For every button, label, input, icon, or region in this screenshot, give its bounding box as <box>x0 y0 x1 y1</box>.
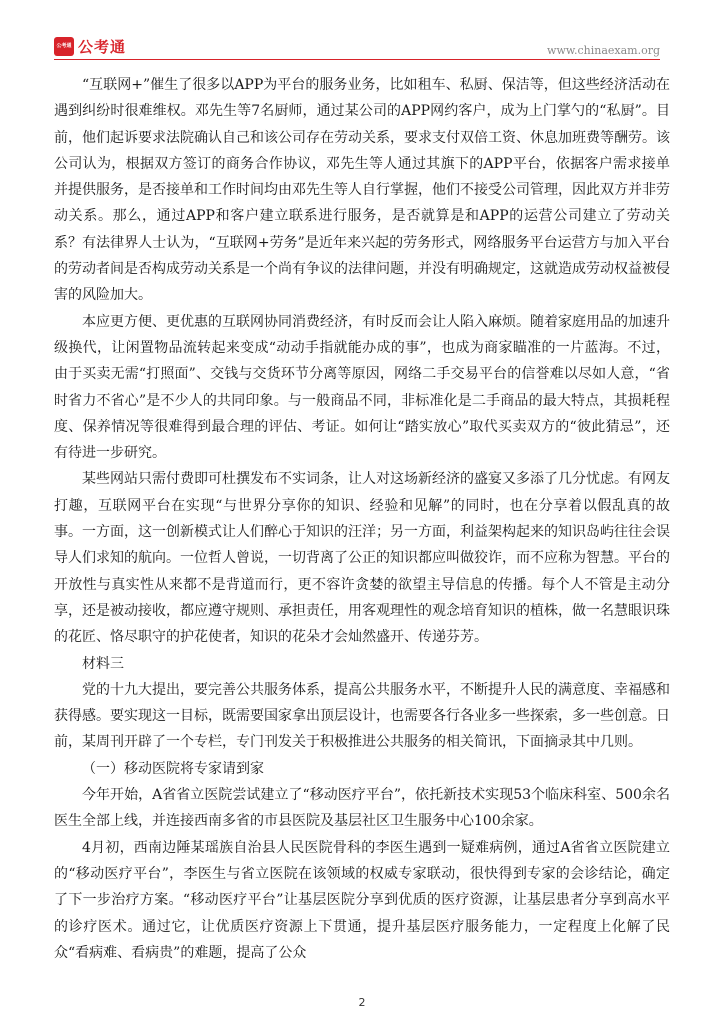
document-body <box>54 72 670 966</box>
paragraph-second-hand: 本应更方便、更优惠的互联网协同消费经济，有时反而会让人陷入麻烦。随着家庭用品的加速升级换代，让闲置物品流转起来变成“动动手指就能办成的事”，也成为商家瞄准的一片蓝海。不过，由于买卖无需“打照面”、交钱与交货环节分离等原因，网络二手交易平台的信誉难以尽如人意，“省时省力不省心”是不少人的共同印象。与一般商品不同，非标准化是二手商品的最大特点，其损耗程度、保养情况等很难得到最合理的评估、考证。如何让“踏实放心”取代买卖双方的“彼此猜忌”，还有待进一步研究。 <box>54 313 670 462</box>
paragraph-mobile-platform: 今年开始，A省省立医院尝试建立了“移动医疗平台”，依托新技术实现53个临床科室、500余名医生全部上线，并连接西南多省的市县医院及基层社区卫生服务中心100余家。 <box>54 787 670 830</box>
paragraph-case-study: 4月初，西南边陲某瑶族自治县人民医院骨科的李医生遇到一疑难病例，通过A省省立医院建立的“移动医疗平台”，李医生与省立医院在该领域的权威专家联动，很快得到专家的会诊结论，确定了下一步治疗方案。“移动医疗平台”让基层医院分享到优质的医疗资源，让基层患者分享到高水平的诊疗医术。通过它，让优质医疗资源上下贯通，提升基层医疗服务能力，一定程度上化解了民众“看病难、看病贵”的难题，提高了公众 <box>54 839 670 961</box>
logo-text: 公考通 <box>78 38 127 56</box>
section-title: 材料三 <box>82 655 124 672</box>
page-number: 2 <box>358 996 366 1009</box>
logo[interactable] <box>54 36 126 57</box>
paragraph-public-service: 党的十九大提出，要完善公共服务体系，提高公共服务水平，不断提升人民的满意度、幸福感和获得感。要实现这一目标，既需要国家拿出顶层设计，也需要各行各业多一些探索，多一些创意。日前，某周刊开辟了一个专栏，专门刊发关于积极推进公共服务的相关简讯，下面摘录其中几则。 <box>54 681 670 751</box>
site-url: www.chinaexam.org <box>547 44 660 57</box>
paragraph-knowledge: 某些网站只需付费即可杜撰发布不实词条，让人对这场新经济的盛宴又多添了几分忧虑。有网友打趣，互联网平台在实现“与世界分享你的知识、经验和见解”的同时，也在分享着以假乱真的故事。一方面，这一创新模式让人们醉心于知识的汪洋；另一方面，利益架构起来的知识岛屿往往会误导人们求知的航向。一位哲人曾说，一切背离了公正的知识都应叫做狡诈，而不应称为智慧。平台的开放性与真实性从来都不是背道而行，更不容许贪婪的欲望主导信息的传播。每个人不管是主动分享，还是被动接收，都应遵守规则、承担责任，用客观理性的观念培育知识的植株，做一名慧眼识珠的花匠、恪尽职守的护花使者，知识的花朵才会灿然盛开、传递芬芳。 <box>54 471 670 646</box>
logo-badge-icon: 公考通 <box>54 37 74 56</box>
paragraph-app-labor: “互联网+”催生了很多以APP为平台的服务业务，比如租车、私厨、保洁等，但这些经济活动在遇到纠纷时很难维权。邓先生等7名厨师，通过某公司的APP网约客户，成为上门掌勺的“私厨”。目前，他们起诉要求法院确认自己和该公司存在劳动关系，要求支付双倍工资、休息加班费等酬劳。该公司认为，根据双方签订的商务合作协议，邓先生等人通过其旗下的APP平台，依据客户需求接单并提供服务，是否接单和工作时间均由邓先生等人自行掌握，他们不接受公司管理，因此双方并非劳动关系。那么，通过APP和客户建立联系进行服务，是否就算是和APP的运营公司建立了劳动关系？有法律界人士认为，“互联网+劳务”是近年来兴起的劳务形式，网络服务平台运营方与加入平台的劳动者间是否构成劳动关系是一个尚有争议的法律问题，并没有明确规定，这就造成劳动权益被侵害的风险加大。 <box>54 77 670 304</box>
header-divider <box>54 59 660 60</box>
page-header <box>0 0 724 60</box>
subsection-title: （一）移动医院将专家请到家 <box>82 760 264 777</box>
